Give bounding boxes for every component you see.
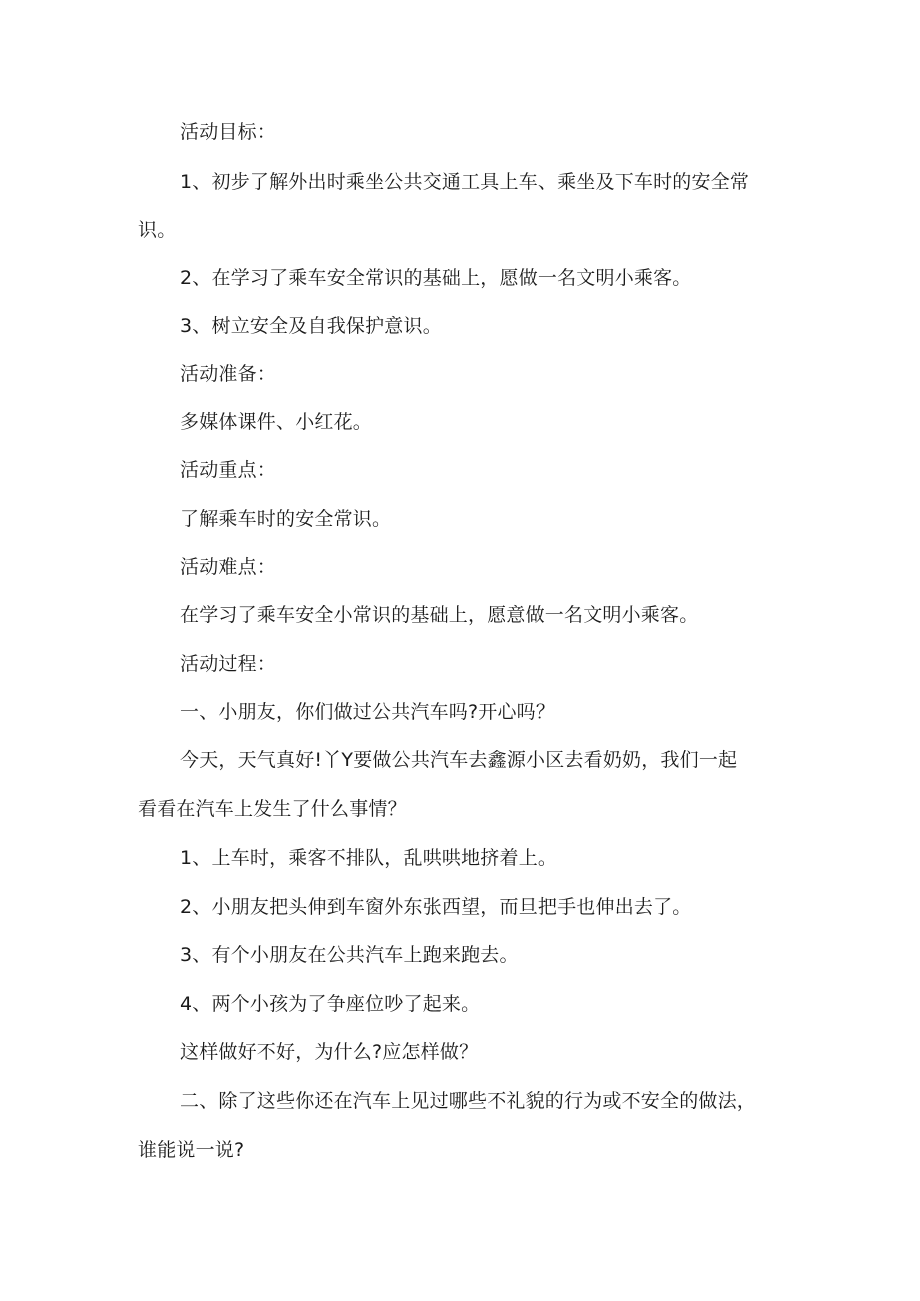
prep-heading: 活动准备： (180, 363, 277, 385)
story-line-2: 看看在汽车上发生了什么事情？ (138, 798, 407, 820)
step-2-line-1: 二、除了这些你还在汽车上见过哪些不礼貌的行为或不安全的做法， (180, 1090, 757, 1112)
list-item-4: 4、两个小孩为了争座位吵了起来。 (180, 993, 481, 1015)
goals-heading: 活动目标： (180, 121, 277, 143)
list-item-2: 2、小朋友把头伸到车窗外东张西望，而旦把手也伸出去了。 (180, 896, 692, 918)
process-heading: 活动过程： (180, 653, 277, 675)
story-line-1: 今天，天气真好!丫Y要做公共汽车去鑫源小区去看奶奶，我们一起 (180, 749, 738, 771)
key-text: 了解乘车时的安全常识。 (180, 508, 392, 530)
list-item-3: 3、有个小朋友在公共汽车上跑来跑去。 (180, 944, 519, 966)
difficult-heading: 活动难点： (180, 556, 277, 578)
reflect-question: 这样做好不好，为什么?应怎样做？ (180, 1041, 479, 1063)
key-heading: 活动重点： (180, 459, 277, 481)
goal-1-line-2: 识。 (138, 219, 177, 241)
goal-1-line-1: 1、初步了解外出时乘坐公共交通工具上车、乘坐及下车时的安全常 (180, 171, 750, 193)
difficult-text: 在学习了乘车安全小常识的基础上，愿意做一名文明小乘客。 (180, 604, 699, 626)
step-1-question: 一、小朋友，你们做过公共汽车吗?开心吗？ (180, 701, 556, 723)
goal-3: 3、树立安全及自我保护意识。 (180, 315, 442, 337)
prep-text: 多媒体课件、小红花。 (180, 411, 373, 433)
step-2-line-2: 谁能说一说? (138, 1139, 245, 1161)
goal-2: 2、在学习了乘车安全常识的基础上，愿做一名文明小乘客。 (180, 267, 692, 289)
list-item-1: 1、上车时，乘客不排队，乱哄哄地挤着上。 (180, 847, 558, 869)
